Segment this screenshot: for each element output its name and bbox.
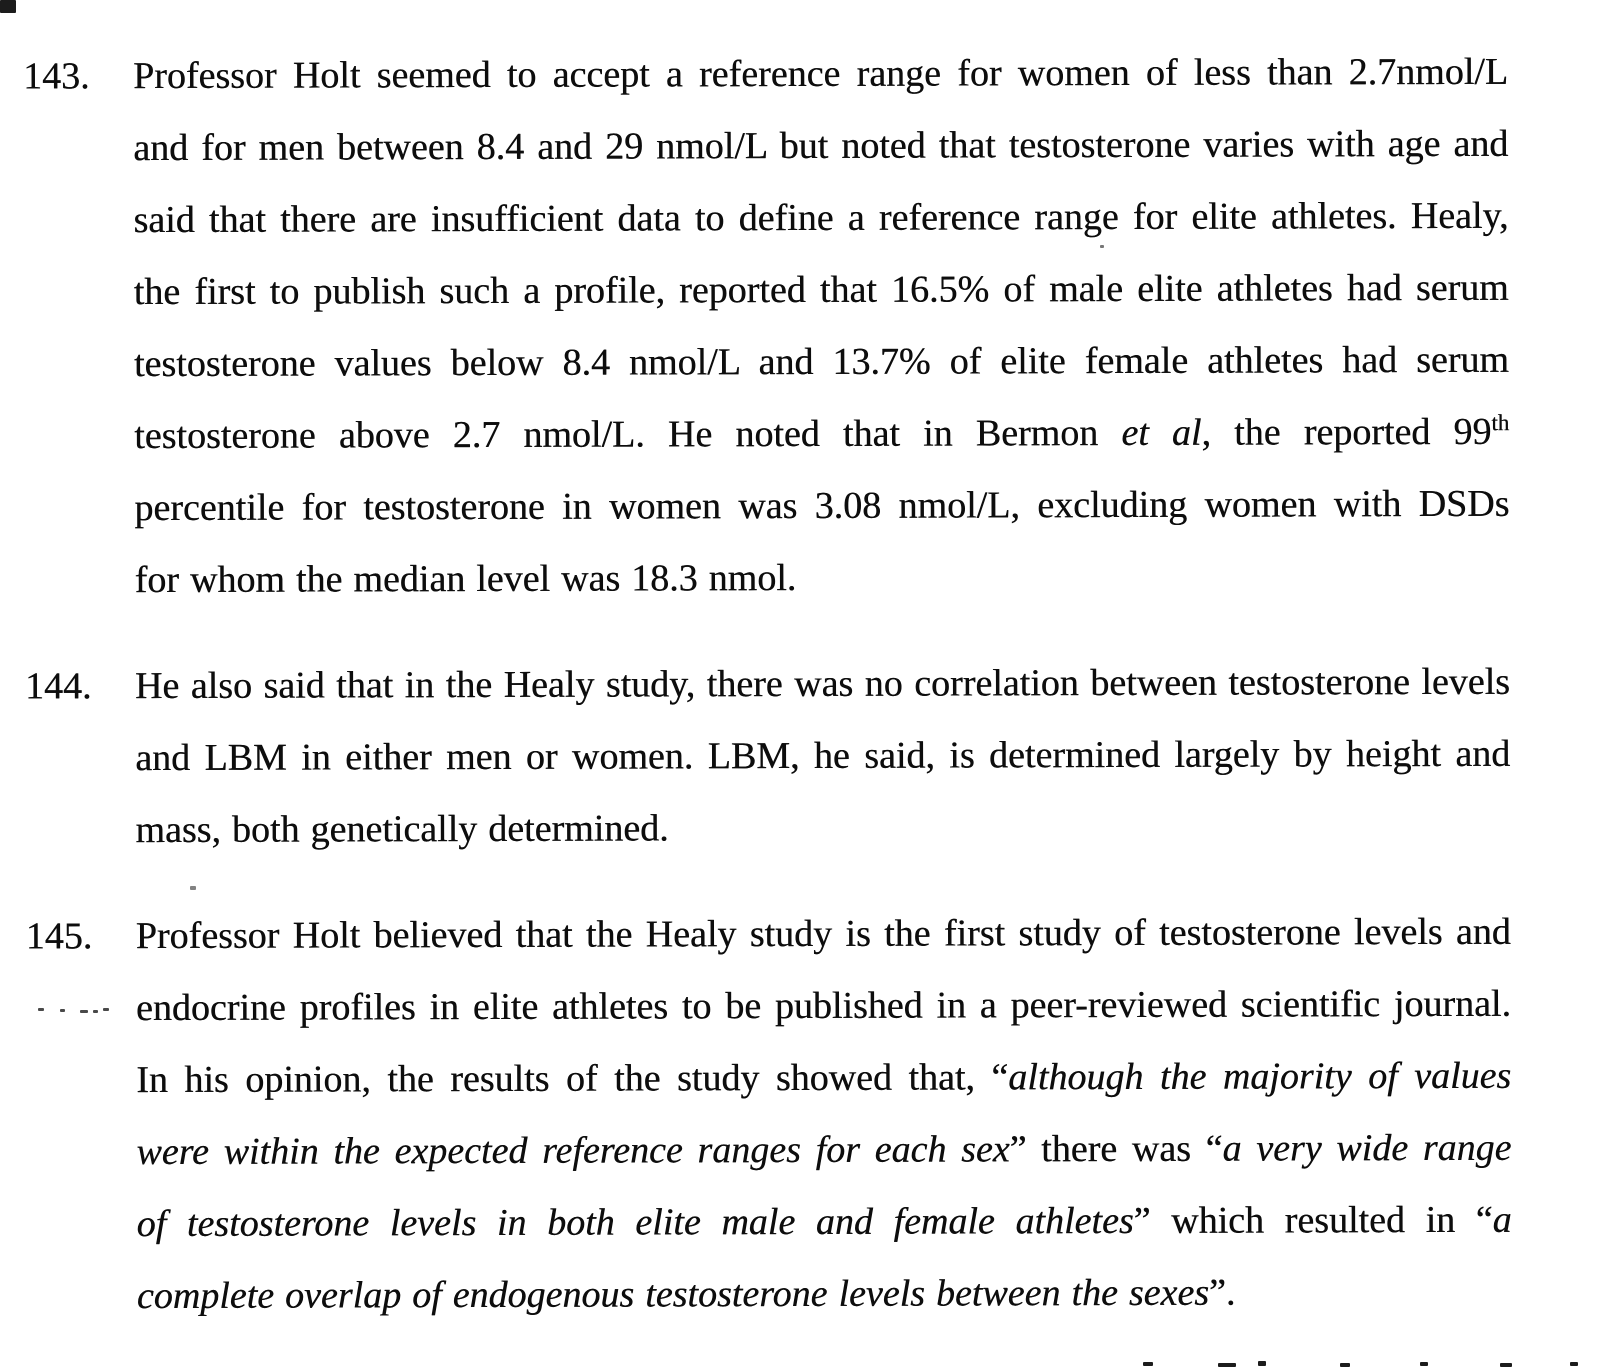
scan-artifact-margin-dot bbox=[60, 1009, 65, 1012]
paragraph-body bbox=[133, 36, 1510, 616]
paragraph-number: 145. bbox=[25, 915, 93, 958]
italic-text: a very wide range bbox=[1222, 1126, 1512, 1170]
paragraph-body bbox=[135, 646, 1511, 866]
text-line bbox=[134, 252, 1509, 328]
body-text: ” which resulted in “ bbox=[1133, 1198, 1493, 1242]
text-line bbox=[133, 108, 1508, 184]
document-text bbox=[0, 35, 1600, 1366]
text-line bbox=[134, 468, 1509, 544]
body-text: endocrine profiles in elite athletes to be published in a peer-reviewed scientific journal. bbox=[135, 982, 1512, 1030]
text-line bbox=[136, 1040, 1511, 1116]
body-text: testosterone above 2.7 nmol/L. He noted that in Bermon bbox=[134, 411, 1122, 458]
scan-artifact-bottom-mark bbox=[1218, 1363, 1236, 1367]
italic-text: a bbox=[1492, 1198, 1512, 1241]
paragraph bbox=[0, 35, 1600, 616]
scan-artifact-bottom-mark bbox=[1420, 1362, 1428, 1366]
body-text: and LBM in either men or women. LBM, he said, is determined largely by height and bbox=[135, 732, 1511, 780]
text-line bbox=[133, 36, 1508, 112]
body-text: In his opinion, the results of the study showed that, “ bbox=[136, 1056, 1009, 1102]
body-text: testosterone values below 8.4 nmol/L and 13.7% of elite female athletes had serum bbox=[133, 338, 1509, 386]
text-line bbox=[135, 540, 1510, 616]
paragraph-body bbox=[136, 896, 1512, 1332]
paragraph bbox=[1, 895, 1600, 1332]
paragraph-number: 144. bbox=[24, 665, 92, 708]
body-text: ” there was “ bbox=[1009, 1127, 1223, 1171]
body-text: Professor Holt believed that the Healy study is the first study of testosterone levels and bbox=[135, 910, 1511, 958]
text-line bbox=[135, 646, 1510, 722]
text-line bbox=[135, 718, 1510, 794]
body-text: for whom the median level was 18.3 nmol. bbox=[134, 557, 797, 602]
body-text: said that there are insufficient data to define a reference range for elite athletes. Healy, bbox=[133, 194, 1509, 242]
italic-text: although the majority of values bbox=[1008, 1054, 1512, 1099]
text-line bbox=[137, 1256, 1512, 1332]
text-line bbox=[136, 1112, 1511, 1188]
scan-artifact-speck bbox=[190, 886, 196, 890]
text-line bbox=[134, 324, 1509, 400]
scan-artifact-margin-dot bbox=[80, 1010, 88, 1013]
text-line bbox=[137, 1184, 1512, 1260]
scan-artifact-margin-dot bbox=[93, 1010, 98, 1013]
body-text: the first to publish such a profile, reported that 16.5% of male elite athletes had serum bbox=[133, 266, 1509, 314]
text-line bbox=[135, 790, 1510, 866]
body-text: , the reported 99 bbox=[1201, 410, 1492, 454]
scan-artifact-bottom-mark bbox=[1340, 1363, 1350, 1367]
italic-text: et al bbox=[1121, 411, 1202, 454]
scan-artifact-corner bbox=[0, 0, 16, 13]
italic-text: were within the expected reference ranges for each sex bbox=[136, 1128, 1010, 1174]
paragraph bbox=[0, 645, 1600, 866]
scan-artifact-speck bbox=[1100, 245, 1104, 248]
body-text: ”. bbox=[1208, 1271, 1236, 1314]
text-line bbox=[134, 396, 1509, 472]
scan-artifact-margin-dot bbox=[38, 1008, 44, 1011]
scan-artifact-bottom-mark bbox=[1570, 1362, 1578, 1366]
scan-artifact-bottom-mark bbox=[1143, 1362, 1153, 1366]
text-line bbox=[133, 180, 1508, 256]
superscript-text: th bbox=[1491, 410, 1510, 436]
italic-text: of testosterone levels in both elite male and female athletes bbox=[136, 1199, 1134, 1246]
scan-artifact-margin-dot bbox=[103, 1008, 109, 1011]
body-text: He also said that in the Healy study, there was no correlation between testosterone levels bbox=[134, 660, 1511, 708]
text-line bbox=[136, 968, 1511, 1044]
scan-artifact-bottom-mark bbox=[1500, 1363, 1512, 1367]
italic-text: complete overlap of endogenous testosterone levels between the sexes bbox=[136, 1271, 1210, 1318]
body-text: Professor Holt seemed to accept a reference range for women of less than 2.7nmol/L bbox=[132, 50, 1509, 98]
paragraph-number: 143. bbox=[22, 55, 90, 98]
body-text: and for men between 8.4 and 29 nmol/L but noted that testosterone varies with age and bbox=[133, 122, 1509, 170]
text-line bbox=[136, 896, 1511, 972]
body-text: mass, both genetically determined. bbox=[135, 807, 669, 852]
body-text: percentile for testosterone in women was 3.08 nmol/L, excluding women with DSDs bbox=[134, 482, 1510, 530]
scan-artifact-bottom-mark bbox=[1258, 1361, 1266, 1366]
